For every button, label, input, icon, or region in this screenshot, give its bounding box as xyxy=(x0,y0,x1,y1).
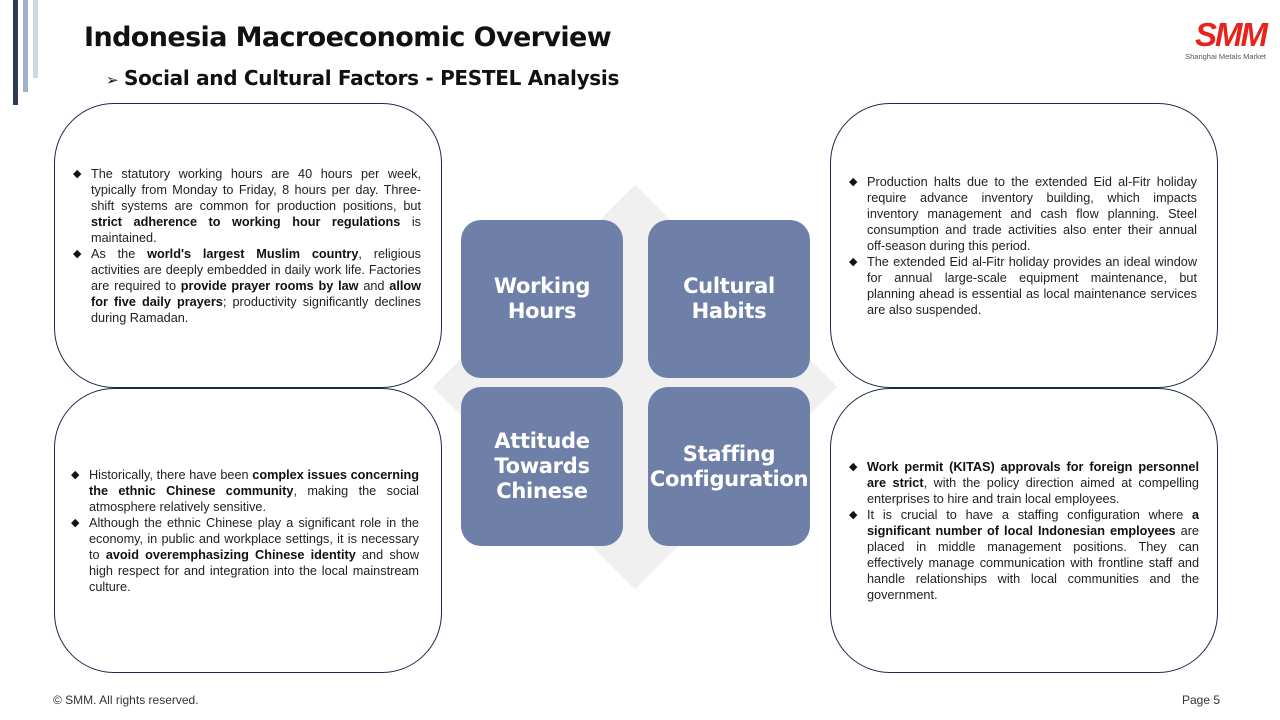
tile-staffing-configuration: Staffing Configuration xyxy=(648,387,810,546)
page-number: Page 5 xyxy=(1182,693,1221,707)
working-hours-box xyxy=(54,103,442,388)
page-subtitle xyxy=(106,66,619,90)
list-item: ◆ The statutory working hours are 40 hours per week, typically from Monday to Friday, 8 hours per day. Three-shift systems are common for production positions, but strict adherence to working hour regulations is maintained. xyxy=(75,166,421,246)
staffing-box xyxy=(830,388,1218,673)
list-item: ◆ Production halts due to the extended Eid al-Fitr holiday require advance inventory building, which impacts inventory management and cash flow planning. Steel consumption and trade activities also enter their annual off-season during this period. xyxy=(851,174,1197,254)
logo-brand: SMM xyxy=(1195,16,1266,53)
list-item: ◆ As the world's largest Muslim country, religious activities are deeply embedded in daily work life. Factories are required to provide prayer rooms by law and allow for five daily prayers; productivity significantly declines during Ramadan. xyxy=(75,246,421,326)
subtitle-arrow-icon: ➢ xyxy=(106,71,119,89)
tile-attitude-towards-chinese: Attitude Towards Chinese xyxy=(461,387,623,546)
accent-bar-light xyxy=(33,0,38,78)
cultural-habits-box xyxy=(830,103,1218,388)
smm-logo xyxy=(1170,16,1266,61)
accent-bar-mid xyxy=(23,0,28,92)
list-item: ◆ It is crucial to have a staffing configuration where a significant number of local Indonesian employees are placed in middle management positions. They can effectively manage communication with frontline staff and handle relationships with local communities and the government. xyxy=(851,507,1199,603)
tile-working-hours: Working Hours xyxy=(461,220,623,378)
list-item: ◆ The extended Eid al-Fitr holiday provides an ideal window for annual large-scale equipment maintenance, but planning ahead is essential as local maintenance services are also suspended. xyxy=(851,254,1197,318)
tile-cultural-habits: Cultural Habits xyxy=(648,220,810,378)
list-item: ◆ Historically, there have been complex issues concerning the ethnic Chinese community, making the social atmosphere relatively sensitive. xyxy=(73,467,419,515)
page-title: Indonesia Macroeconomic Overview xyxy=(84,22,612,53)
attitude-box xyxy=(54,388,442,673)
logo-tagline: Shanghai Metals Market xyxy=(1185,52,1266,61)
list-item: ◆ Although the ethnic Chinese play a significant role in the economy, in public and workplace settings, it is necessary to avoid overemphasizing Chinese identity and show high respect for and integration into the local mainstream culture. xyxy=(73,515,419,595)
subtitle-text: Social and Cultural Factors - PESTEL Analysis xyxy=(124,66,620,90)
copyright: © SMM. All rights reserved. xyxy=(53,693,199,707)
list-item: ◆ Work permit (KITAS) approvals for foreign personnel are strict, with the policy direction aimed at compelling enterprises to hire and train local employees. xyxy=(851,459,1199,507)
accent-bar-dark xyxy=(13,0,18,105)
